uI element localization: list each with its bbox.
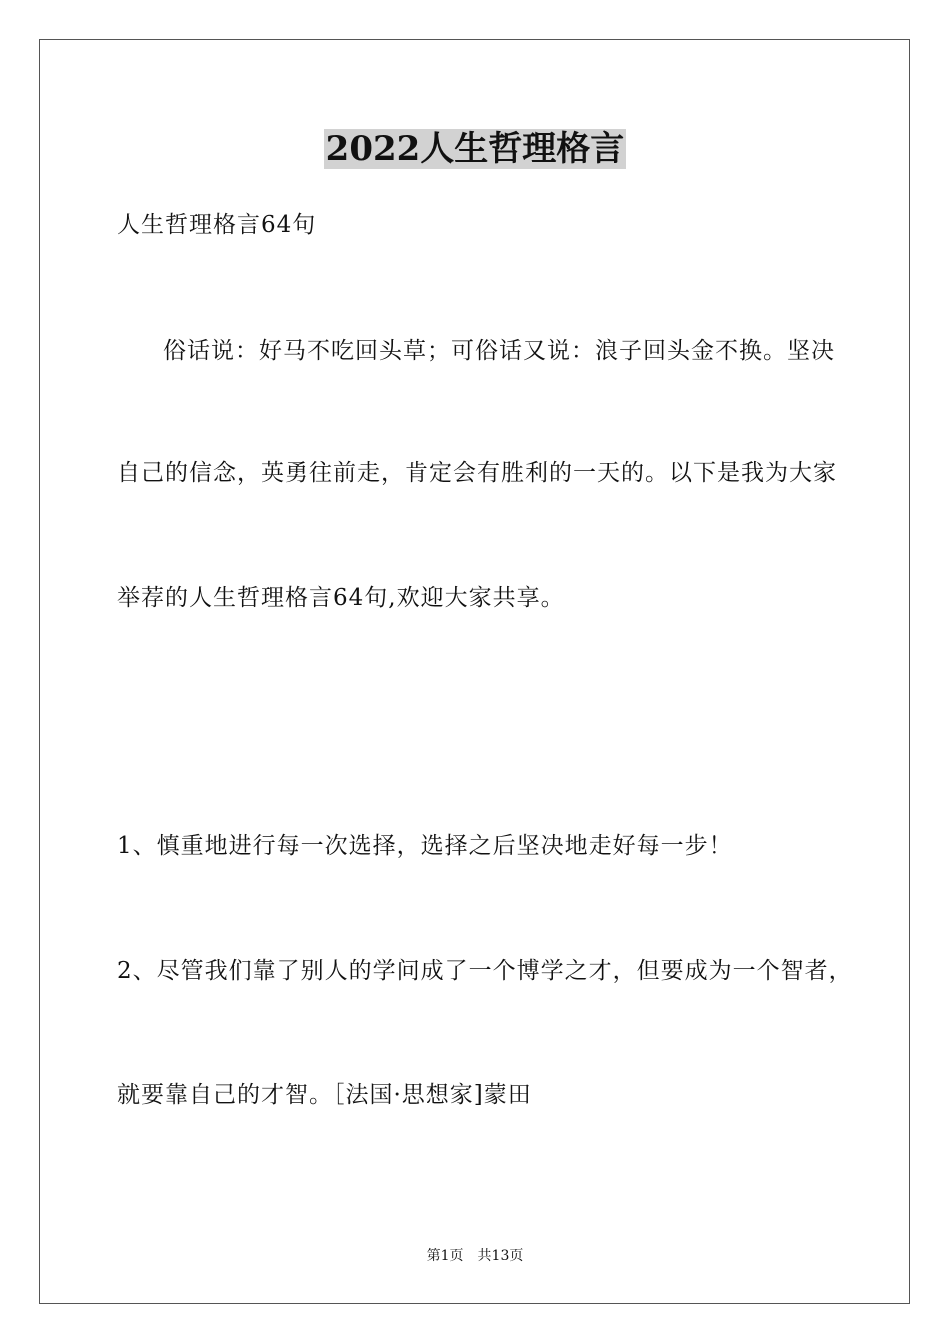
intro-line-1: 俗话说：好马不吃回头草；可俗话又说：浪子回头金不换。坚决 <box>163 338 835 364</box>
document-title-text: 2022人生哲理格言 <box>325 129 625 169</box>
quote-item-2-continued: 就要靠自己的才智。［法国·思想家]蒙田 <box>117 1082 532 1108</box>
quote-item-2: 2、尽管我们靠了别人的学问成了一个博学之才，但要成为一个智者， <box>117 958 853 984</box>
page-footer: 第1页 共13页 <box>426 1248 524 1264</box>
document-title <box>0 128 950 170</box>
intro-line-3: 举荐的人生哲理格言64句,欢迎大家共享。 <box>117 585 565 611</box>
quote-item-1: 1、慎重地进行每一次选择，选择之后坚决地走好每一步！ <box>117 833 733 859</box>
document-subtitle: 人生哲理格言64句 <box>117 212 317 238</box>
intro-line-2: 自己的信念，英勇往前走，肯定会有胜利的一天的。以下是我为大家 <box>117 460 837 486</box>
